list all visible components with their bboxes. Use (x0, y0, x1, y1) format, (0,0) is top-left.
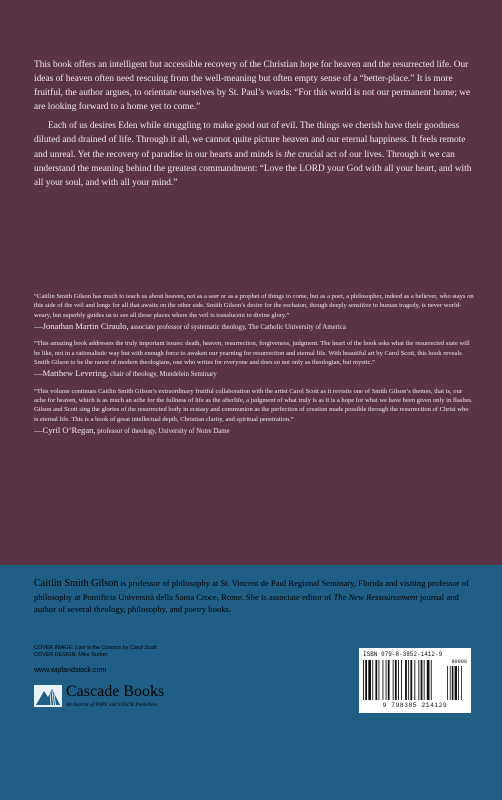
endorsement-3 (34, 387, 474, 437)
endorsements (34, 292, 474, 443)
book-description (34, 58, 474, 190)
isbn-label: ISBN 979-8-3852-1412-9 (363, 651, 443, 658)
publisher-name: Cascade Books (66, 683, 165, 700)
waterfall-mountain-icon (34, 685, 62, 707)
description-text: Each of us desires Eden while struggling to make good out of evil. The things we cherish have their goodness diluted and drained of life. Through it all, we cannot quite picture heaven and our eternal happiness. It feels remote and unreal. Yet the recovery of paradise in our hearts and minds is (34, 121, 466, 160)
endorser-name: —Jonathan Martin Ciraulo, (34, 321, 129, 332)
endorsement-1 (34, 292, 474, 332)
author-bio (34, 577, 474, 616)
credit-value: Mike Surber (78, 652, 108, 658)
credit-label: COVER DESIGN: (34, 652, 77, 658)
description-paragraph-2 (34, 119, 474, 189)
endorser-name: —Matthew Levering, (34, 368, 109, 379)
endorsement-text: “This volume continues Caitlin Smith Gilson’s extraordinary fruitful collaboration with the artist Carol Scott as it revisits one of Smith Gilson’s themes, that is, our ache for heaven, which is as much an ache for the fullness of life as the afterlife, a judgment of what truly is as it is a hope for what we have been given only in flashes. Gilson and Scott sing the glories of the resurrected body in ecstasy and communion as the perfection of creation made possible through the resurrection of Christ who is eternal life. This is a book of great intellectual depth, Christian clarity, and spiritual penetration.” (34, 387, 473, 423)
price-code: 90000 (451, 659, 467, 665)
credit-value: Lost in the Cosmos by Carol Scott (75, 645, 157, 651)
journal-title: The New Ressourcement (333, 591, 418, 602)
bio-text: journal and author of several theology, philosophy, and poetry books. (34, 591, 459, 615)
endorser-name: —Cyril O’Regan, (34, 425, 96, 436)
credit-label: COVER IMAGE: (34, 645, 74, 651)
author-name: Caitlin Smith Gilson (34, 578, 119, 589)
cover-credits (34, 645, 157, 659)
endorsement-text: “This amazing book addresses the truly important issues: death, heaven, resurrection, forgiveness, judgment. The heart of the book asks what the resurrected state will be like, not in a rationalistic way but with enough force to awaken our yearning for resurrection and eternal life. With beautiful art by Carol Scott, this book reveals Smith Gilson to be the rarest of modern theologians, one who writes for everyone and does so not only as theologian, but mystic.” (34, 340, 470, 367)
endorser-role: professor of theology, University of Notre Dame (97, 428, 230, 436)
barcode-icon (363, 660, 467, 700)
cover-image-credit (34, 645, 157, 652)
endorsement-2 (34, 339, 474, 379)
description-emphasis: the (284, 149, 296, 160)
description-paragraph-1: This book offers an intelligent but accessible recovery of the Christian hope for heaven and the resurrected life. Our ideas of heaven often need rescuing from the well-meaning but often empty sense of a “better-place.” It is more fruitful, the author argues, to orientate ourselves by St. Paul’s words: “For this world is not our permanent home; we are looking forward to a home yet to come.” (34, 60, 471, 113)
publisher-subtitle: An Imprint of WIPF and STOCK Publishers (66, 702, 158, 708)
publisher-website[interactable]: www.wipfandstock.com (34, 667, 107, 674)
ean-digits: 9 798385 214129 (382, 702, 448, 709)
endorsement-text: “Caitlin Smith Gilson has much to teach us about heaven, not as a seer or as a prophet of things to come, but as a poet, a philosopher, indeed as a believer, who stays on this side of the veil and longs for all that awaits on the other side. Smith Gilson’s desire for the eschaton, though deeply sensitive to human tragedy, is never world-weary, but superbly guides us to see all those places where the veil is translucent to divine glory.” (34, 293, 474, 319)
endorser-role: chair of theology, Mundelein Seminary (110, 371, 217, 379)
endorsement-attribution (34, 369, 474, 379)
cover-design-credit (34, 652, 157, 659)
description-text: crucial act of our lives. Through it we can understand the meaning behind the greatest commandment: “Love the LORD your God with all your heart, and with all your soul, and with all your mind.” (34, 149, 472, 188)
endorsement-attribution (34, 322, 474, 332)
endorsement-attribution (34, 426, 474, 436)
isbn-barcode (359, 648, 471, 713)
publisher-logo (34, 683, 244, 713)
endorser-role: associate professor of systematic theology, The Catholic University of America (130, 324, 346, 332)
bio-text: is professor of philosophy at St. Vincent de Paul Regional Seminary, Florida and visiting professor of philosophy at Pontificia Università della Santa Croce, Rome. She is associate editor of (34, 578, 469, 602)
